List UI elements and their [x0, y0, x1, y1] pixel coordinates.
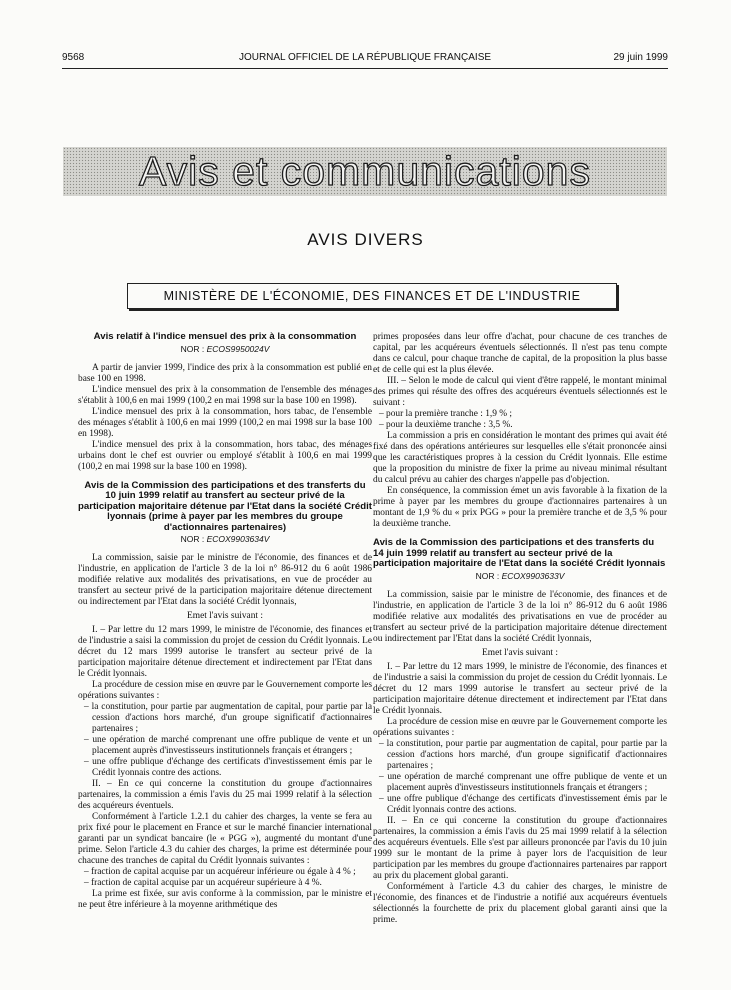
notice3-p4: Conformément à l'article 4.3 du cahier des charges, le ministre de l'économie, des finances et de l'industrie a notifié aux acquéreurs éventuels sélectionnés la fourchette de prix du placement global garanti ainsi que la prime.	[373, 881, 667, 925]
notice2-p4: Conformément à l'article 1.2.1 du cahier des charges, la vente se fera au prix fixé pour le placement en France et sur le marché financier international garanti par un syndicat bancaire (le « PGG »), augmenté du montant d'une prime. Selon l'article 4.3 du cahier des charges, la prime est déterminée pour chacune des tranches de capital du Crédit lyonnais suivantes :	[78, 812, 372, 866]
notice2-p2: La procédure de cession mise en œuvre par le Gouvernement comporte les opérations suivantes :	[78, 680, 372, 701]
list-item: – une offre publique d'échange des certificats d'investissement émis par le Crédit lyonnais contre des actions.	[379, 793, 667, 815]
page-number: 9568	[62, 52, 85, 63]
notice3-p2: La procédure de cession mise en œuvre par le Gouvernement comporte les opérations suivantes :	[373, 716, 667, 738]
notice2-nor	[78, 534, 372, 545]
notice2-p7: La commission a pris en considération le montant des primes qui avait été fixé dans des opérations antérieures sur lesquelles elle s'était prononcée ainsi que les caractéristiques propres à la cession du Crédit lyonnais. Elle estime que la proposition du ministre de fixer la prime au niveau minimal résultant du calcul prévu au cahier des charges n'appelle pas d'objection.	[373, 431, 667, 485]
nor-ref: ECOX9903634V	[206, 534, 270, 544]
notice2-p6: III. – Selon le mode de calcul qui vient d'être rappelé, le montant minimal des primes qui résulte des offres des acquéreurs éventuels sélectionnés est le suivant :	[373, 376, 667, 408]
left-column	[78, 332, 372, 911]
notice1-paragraph: L'indice mensuel des prix à la consommation, hors tabac, des ménages urbains dont le chef est ouvrier ou employé s'établit à 100,6 en mai 1999 (100,2 en mai 1998 sur la base 100 en 1998).	[78, 439, 372, 472]
list-item: – fraction de capital acquise par un acquéreur supérieure à 4 %.	[84, 878, 322, 888]
list-item: – une opération de marché comprenant une offre publique de vente et un placement auprès d'investisseurs institutionnels français et étrangers ;	[379, 771, 667, 793]
list-item: – la constitution, pour partie par augmentation de capital, pour partie par la cession d'actions hors marché, d'un groupe significatif d'actionnaires partenaires ;	[84, 702, 372, 734]
nor-ref: ECOX9903633V	[501, 570, 565, 581]
notice3-nor	[373, 571, 667, 582]
header-rule	[62, 68, 668, 69]
nor-label: NOR :	[475, 570, 500, 581]
ministry-box	[127, 283, 617, 309]
section-title: AVIS DIVERS	[307, 230, 424, 249]
notice3-emet: Emet l'avis suivant :	[482, 647, 558, 658]
list-item: – fraction de capital acquise par un acquéreur inférieure ou égale à 4 % ;	[84, 867, 356, 877]
notice3-intro: La commission, saisie par le ministre de l'économie, des finances et de l'industrie, en application de l'article 3 de la loi n° 86-912 du 6 août 1986 modifiée relative aux modalités des privatisations en vue de procéder au transfert au secteur privé de la participation majoritaire détenue directement ou indirectement par l'Etat dans la société Crédit lyonnais,	[373, 589, 667, 644]
notice1-title: Avis relatif à l'indice mensuel des prix à la consommation	[93, 331, 357, 342]
notice2-continuation: primes proposées dans leur offre d'achat, pour chacune de ces tranches de capital, par les acquéreurs éventuels sélectionnés. Il n'est pas tenu compte dans ce calcul, pour chaque tranche de capital, de la proposition la plus basse et de celle qui est la plus élevée.	[373, 332, 667, 375]
banner	[63, 147, 667, 196]
notice3-p1: I. – Par lettre du 12 mars 1999, le ministre de l'économie, des finances et de l'industrie a saisi la commission du projet de cession du Crédit lyonnais. Le décret du 12 mars 1999 autorise le transfert au secteur privé de la participation majoritaire détenue directement et indirectement par l'Etat dans le Crédit lyonnais.	[373, 661, 667, 716]
list-item: – pour la première tranche : 1,9 % ;	[379, 409, 513, 419]
running-header	[62, 52, 668, 68]
notice2-p1: I. – Par lettre du 12 mars 1999, le ministre de l'économie, des finances et de l'industrie a saisi la commission du projet de cession du Crédit lyonnais. Le décret du 12 mars 1999 autorise le transfert au secteur privé de la participation majoritaire détenue directement et indirectement par l'Etat dans le Crédit lyonnais.	[78, 625, 372, 679]
notice1-nor	[78, 344, 372, 355]
notice2-p3: II. – En ce qui concerne la constitution du groupe d'actionnaires partenaires, la commission a émis l'avis du 25 mai 1999 relatif à la sélection des acquéreurs éventuels.	[78, 779, 372, 811]
notice2-emet: Emet l'avis suivant :	[187, 611, 263, 621]
notice2-p8: En conséquence, la commission émet un avis favorable à la fixation de la prime à payer par les membres du groupe d'actionnaires partenaires à un montant de 1,9 % du « prix PGG » pour la première tranche et de 3,5 % pour la deuxième tranche.	[373, 486, 667, 529]
banner-title: Avis et communications	[139, 148, 591, 194]
notice2-intro: La commission, saisie par le ministre de l'économie, des finances et de l'industrie, en application de l'article 3 de la loi n° 86-912 du 6 août 1986 modifiée relative aux modalités des privatisations, en vue de procéder au transfert au secteur privé de la participation majoritaire détenue directement ou indirectement par l'Etat dans la société Crédit lyonnais,	[78, 553, 372, 607]
journal-title: JOURNAL OFFICIEL DE LA RÉPUBLIQUE FRANÇAISE	[238, 52, 492, 63]
right-column	[373, 332, 667, 926]
list-item: – pour la deuxième tranche : 3,5 %.	[379, 420, 513, 430]
notice1-paragraph: L'indice mensuel des prix à la consommation, hors tabac, de l'ensemble des ménages s'établit à 100,6 en mai 1999 (100,2 en mai 1998 sur la base 100 en 1998).	[78, 406, 372, 439]
nor-ref: ECOS9950024V	[206, 343, 270, 354]
list-item: – la constitution, pour partie par augmentation de capital, pour partie par la cession d'actions hors marché, d'un groupe significatif d'actionnaires partenaires ;	[379, 738, 667, 771]
list-item: – une opération de marché comprenant une offre publique de vente et un placement auprès d'investisseurs institutionnels français et étrangers ;	[84, 735, 372, 756]
notice3-title: Avis de la Commission des participations et des transferts du 14 juin 1999 relatif au transfert au secteur privé de la participation majoritaire de l'Etat dans la société Crédit lyonnais	[373, 537, 666, 569]
notice1-paragraph: A partir de janvier 1999, l'indice des prix à la consommation est publié en base 100 en 1998.	[78, 362, 372, 384]
ministry-name: MINISTÈRE DE L'ÉCONOMIE, DES FINANCES ET DE L'INDUSTRIE	[163, 289, 581, 303]
notice1-paragraph: L'indice mensuel des prix à la consommation de l'ensemble des ménages s'établit à 100,6 en mai 1999 (100,2 en mai 1998 sur la base 100 en 1998).	[78, 384, 372, 406]
nor-label: NOR :	[180, 534, 205, 544]
list-item: – une offre publique d'échange des certificats d'investissement émis par le Crédit lyonnais contre des actions.	[84, 757, 372, 778]
issue-date: 29 juin 1999	[613, 52, 668, 63]
notice2-title: Avis de la Commission des participations et des transferts du 10 juin 1999 relatif au transfert au secteur privé de la participation majoritaire détenue par l'Etat dans la société Crédit lyonnais (prime à payer par les membres du groupe d'actionnaires partenaires)	[78, 479, 372, 533]
notice3-p3: II. – En ce qui concerne la constitution du groupe d'actionnaires partenaires, la commission a émis l'avis du 25 mai 1999 relatif à la sélection des acquéreurs éventuels. Elle s'est par ailleurs prononcée par l'avis du 10 juin 1999 sur le montant de la prime à payer lors de l'acquisition de leur participation par les membres du groupe d'actionnaires partenaires par rapport au prix du placement global garanti.	[373, 815, 667, 881]
notice2-p5: La prime est fixée, sur avis conforme à la commission, par le ministre et ne peut être inférieure à la moyenne arithmétique des	[78, 889, 372, 910]
nor-label: NOR :	[180, 343, 205, 354]
